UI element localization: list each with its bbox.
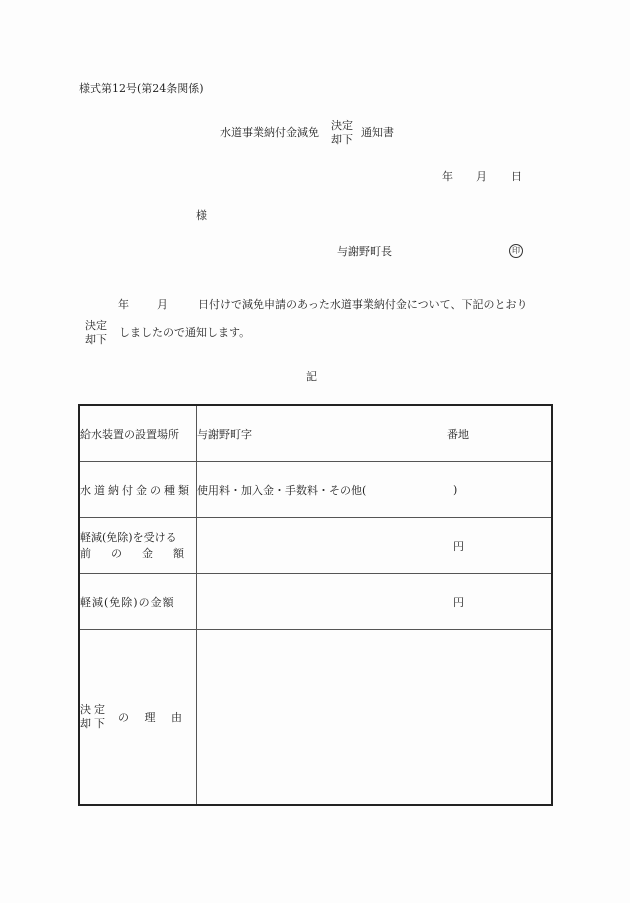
title-choice bbox=[331, 119, 353, 147]
label-char: 前 bbox=[80, 546, 91, 560]
label-reason bbox=[79, 630, 197, 806]
label-amount-before-line2 bbox=[80, 546, 184, 561]
label-char: 定 bbox=[94, 703, 105, 717]
value-reason[interactable] bbox=[197, 630, 553, 806]
label-char: 額 bbox=[173, 546, 184, 560]
ki-heading: 記 bbox=[306, 370, 317, 383]
title-choice-decision: 決定 bbox=[331, 119, 353, 132]
label-reduction-amount: 軽減(免除)の金額 bbox=[79, 574, 197, 630]
table-row-reason bbox=[79, 630, 552, 806]
body-line1: 日付けで減免申請のあった水道事業納付金について、下記のとおり bbox=[198, 298, 528, 311]
label-char: 下 bbox=[94, 717, 105, 730]
date-year: 年 bbox=[442, 170, 453, 183]
details-table bbox=[78, 404, 553, 806]
reason-choice-decision bbox=[80, 703, 108, 717]
label-char: 決 bbox=[80, 703, 91, 717]
label-char: 理 bbox=[144, 711, 156, 724]
table-row-location bbox=[79, 405, 552, 462]
label-char: 由 bbox=[171, 711, 182, 724]
label-char: の bbox=[111, 546, 122, 560]
type-close-paren: ) bbox=[453, 483, 458, 496]
value-reduction-amount[interactable] bbox=[197, 574, 553, 630]
table-row-amount-before bbox=[79, 518, 552, 574]
label-amount-before-line1: 軽減(免除)を受ける bbox=[80, 531, 177, 545]
body-month: 月 bbox=[157, 298, 168, 311]
value-type[interactable] bbox=[197, 462, 553, 518]
date-day: 日 bbox=[511, 170, 522, 183]
location-banchi: 番地 bbox=[447, 427, 469, 441]
document-title bbox=[220, 119, 394, 147]
table-row-reduction-amount bbox=[79, 574, 552, 630]
yen-unit: 円 bbox=[453, 539, 464, 553]
addressee-suffix: 様 bbox=[196, 209, 207, 222]
location-prefix: 与謝野町字 bbox=[197, 427, 252, 441]
issuer-name: 与謝野町長 bbox=[337, 245, 392, 258]
reason-choice-rejection bbox=[80, 717, 108, 731]
body-choice bbox=[85, 319, 107, 347]
title-choice-rejection: 却下 bbox=[331, 132, 353, 146]
yen-unit: 円 bbox=[453, 595, 464, 609]
type-options: 使用料・加入金・手数料・その他( bbox=[197, 483, 367, 497]
label-type: 水道納付金の種類 bbox=[79, 462, 197, 518]
value-amount-before[interactable] bbox=[197, 518, 553, 574]
title-prefix: 水道事業納付金減免 bbox=[220, 126, 319, 140]
body-line2: しましたので通知します。 bbox=[119, 326, 251, 339]
form-number: 様式第12号(第24条関係) bbox=[79, 82, 204, 95]
table-row-type bbox=[79, 462, 552, 518]
label-location: 給水装置の設置場所 bbox=[79, 405, 197, 462]
reason-choice bbox=[80, 703, 108, 731]
reason-label-rest bbox=[118, 709, 182, 725]
body-year: 年 bbox=[118, 298, 129, 311]
label-char: 却 bbox=[80, 717, 91, 730]
seal-mark: 印 bbox=[509, 244, 523, 258]
value-location[interactable] bbox=[197, 405, 553, 462]
body-choice-rejection: 却下 bbox=[85, 332, 107, 346]
body-choice-decision: 決定 bbox=[85, 319, 107, 332]
label-amount-before bbox=[79, 518, 197, 574]
date-month: 月 bbox=[476, 170, 487, 183]
title-suffix: 通知書 bbox=[361, 126, 394, 140]
label-char: 金 bbox=[142, 546, 153, 560]
label-char: の bbox=[118, 711, 129, 724]
